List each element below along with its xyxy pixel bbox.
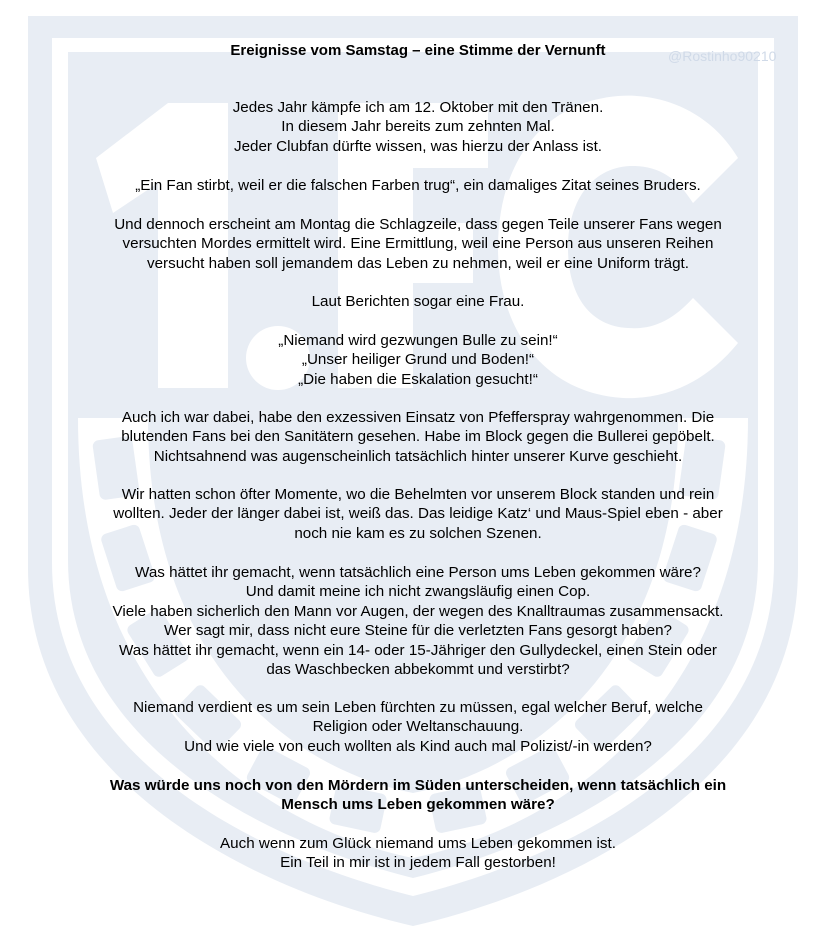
paragraph-quotes <box>0 331 824 389</box>
paragraph-nobody-deserves <box>0 698 824 756</box>
paragraph-moments <box>0 485 824 543</box>
text-line: Ein Teil in mir ist in jedem Fall gestorben! <box>280 854 556 872</box>
text-line: Viele haben sicherlich den Mann vor Augen, der wegen des Knalltraumas zusammensackt. <box>112 602 724 620</box>
paragraph-questions <box>0 563 824 679</box>
text-line: Religion oder Weltanschauung. <box>312 718 524 736</box>
text-line: Was würde uns noch von den Mördern im Süden unterscheiden, wenn tatsächlich ein <box>109 777 727 794</box>
paragraph-headline <box>0 215 824 273</box>
text-line: Und wie viele von euch wollten als Kind auch mal Polizist/-in werden? <box>184 737 652 755</box>
text-line: Jeder Clubfan dürfte wissen, was hierzu der Anlass ist. <box>233 137 603 155</box>
text-line: Wer sagt mir, dass nicht eure Steine für die verletzten Fans gesorgt haben? <box>164 622 672 640</box>
text-line: noch nie kam es zu solchen Szenen. <box>294 524 542 542</box>
text-line: blutenden Fans bei den Sanitätern gesehen. Habe im Block gegen die Bullerei gepöbelt. <box>121 428 715 446</box>
text-line: Wir hatten schon öfter Momente, wo die Behelmten vor unserem Block standen und rein <box>121 486 715 503</box>
text-line: In diesem Jahr bereits zum zehnten Mal. <box>281 118 555 136</box>
social-handle-watermark: @Rostinho90210 <box>668 48 777 64</box>
paragraph-closing <box>0 834 824 873</box>
text-line: „Niemand wird gezwungen Bulle zu sein!“ <box>278 332 558 349</box>
text-line: Auch ich war dabei, habe den exzessiven Einsatz von Pfefferspray wahrgenommen. Die <box>121 409 715 426</box>
paragraph-reports <box>0 292 824 311</box>
text-line: Mensch ums Leben gekommen wäre? <box>281 796 555 814</box>
paragraph-was-there <box>0 408 824 466</box>
text-line: Auch wenn zum Glück niemand ums Leben gekommen ist. <box>220 835 616 852</box>
paragraph-quote-brother <box>0 176 824 195</box>
text-line: Und dennoch erscheint am Montag die Schlagzeile, dass gegen Teile unserer Fans wegen <box>114 216 722 233</box>
text-line: „Ein Fan stirbt, weil er die falschen Farben trug“, ein damaliges Zitat seines Bruders. <box>135 177 701 194</box>
text-line: wollten. Jeder der länger dabei ist, weiß das. Das leidige Katz‘ und Maus-Spiel eben - aber <box>113 505 723 523</box>
paragraph-key-question <box>0 776 824 815</box>
document-title: Ereignisse vom Samstag – eine Stimme der Vernunft <box>230 42 606 59</box>
text-line: „Die haben die Eskalation gesucht!“ <box>298 370 538 388</box>
text-line: versucht haben soll jemandem das Leben zu nehmen, weil er eine Uniform trägt. <box>147 254 689 272</box>
text-line: Was hättet ihr gemacht, wenn ein 14- oder 15-Jähriger den Gullydeckel, einen Stein oder <box>119 641 717 659</box>
text-line: Und damit meine ich nicht zwangsläufig einen Cop. <box>245 583 591 601</box>
text-line: Was hättet ihr gemacht, wenn tatsächlich eine Person ums Leben gekommen wäre? <box>135 564 701 581</box>
text-line: Jedes Jahr kämpfe ich am 12. Oktober mit den Tränen. <box>232 99 604 116</box>
text-line: Niemand verdient es um sein Leben fürchten zu müssen, egal welcher Beruf, welche <box>133 699 703 716</box>
paragraph-anniversary <box>0 98 824 156</box>
text-line: Nichtsahnend was augenscheinlich tatsächlich hinter unserer Kurve geschieht. <box>153 447 683 465</box>
text-line: das Waschbecken abbekommt und verstirbt? <box>266 661 570 679</box>
text-line: versuchten Mordes ermittelt wird. Eine Ermittlung, weil eine Person aus unseren Reihen <box>122 235 714 253</box>
text-line: „Unser heiliger Grund und Boden!“ <box>301 351 535 369</box>
text-line: Laut Berichten sogar eine Frau. <box>311 293 525 310</box>
